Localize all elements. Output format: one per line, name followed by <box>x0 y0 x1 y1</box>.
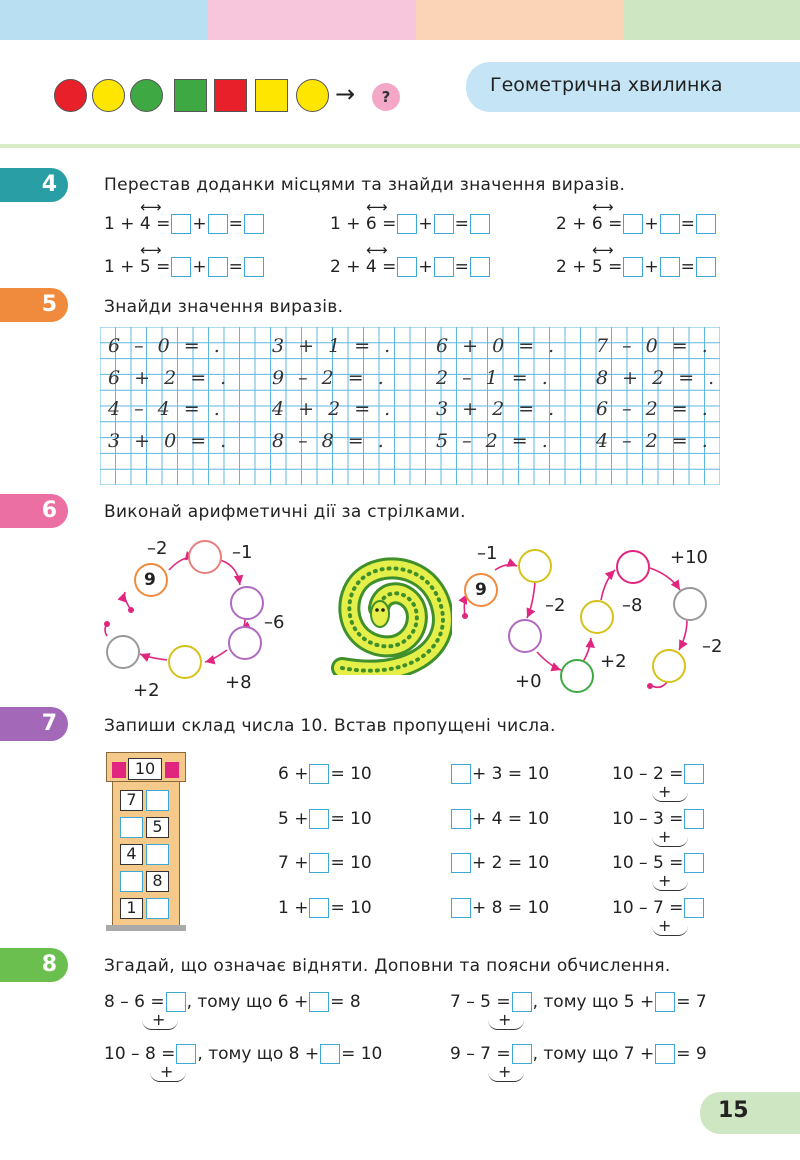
curved-arrow-icon <box>652 837 688 847</box>
green-square-shape <box>174 79 207 112</box>
handwritten-expression: 5 – 2 = . <box>436 429 552 452</box>
task4-expression <box>104 241 265 277</box>
task7-col2-expression <box>450 809 549 829</box>
expression-right: = 10 <box>330 853 372 873</box>
answer-box[interactable] <box>684 853 704 873</box>
answer-box[interactable] <box>171 214 191 234</box>
left-op-1: –2 <box>147 538 168 559</box>
swap-arrow-icon: ⟷ <box>366 241 388 259</box>
tower-cell: 7 <box>120 790 143 811</box>
task7-col3-expression <box>612 898 705 918</box>
answer-box[interactable] <box>655 1044 675 1064</box>
answer-box[interactable] <box>623 257 643 277</box>
task4-expression <box>556 198 717 234</box>
right-op-7: –2 <box>702 636 723 657</box>
answer-box[interactable] <box>623 214 643 234</box>
result-text: = 7 <box>676 992 707 1012</box>
left-op-5: +2 <box>133 680 160 701</box>
header-strip-blue <box>0 0 208 40</box>
expression-right: = 10 <box>330 809 372 829</box>
check-plus-hint: + <box>658 827 672 846</box>
task5-instruction: Знайди значення виразів. <box>104 297 344 317</box>
expression-right: = 10 <box>330 764 372 784</box>
header-strip-orange <box>416 0 624 40</box>
answer-box[interactable] <box>397 257 417 277</box>
task7-col3-expression <box>612 764 705 784</box>
swap-arrow-icon: ⟷ <box>592 198 614 216</box>
plus-sign: + <box>192 214 207 234</box>
expression-text: + 3 = 10 <box>472 764 550 784</box>
plus-sign: + <box>644 214 659 234</box>
subtraction-text: 10 – 8 = <box>104 1044 176 1064</box>
swap-arrow-icon: ⟷ <box>592 241 614 259</box>
subtraction-text: 9 – 7 = <box>450 1044 511 1064</box>
handwritten-expression: 6 – 0 = . <box>108 335 224 357</box>
section-title: Геометрична хвилинка <box>490 74 723 96</box>
red-square-shape <box>214 79 247 112</box>
tower-empty-cell[interactable] <box>120 871 143 892</box>
answer-box[interactable] <box>244 214 264 234</box>
check-plus-hint: + <box>658 782 672 801</box>
expression-text: 10 – 7 = <box>612 898 684 918</box>
answer-box[interactable] <box>171 257 191 277</box>
task7-col3-expression <box>612 809 705 829</box>
handwritten-expression: 6 + 2 = . <box>108 366 231 389</box>
expression-right: = 10 <box>330 898 372 918</box>
check-plus-hint: + <box>160 1062 174 1081</box>
expression-text: 2 + 4 = <box>330 257 397 277</box>
tower-flag-left <box>112 762 126 778</box>
task-number-5: 5 <box>0 288 68 322</box>
task4-expression <box>330 198 491 234</box>
equals-sign: = <box>454 257 469 277</box>
answer-box[interactable] <box>434 257 454 277</box>
right-chain-start: 9 <box>475 580 487 600</box>
expression-text: 10 – 5 = <box>612 853 684 873</box>
answer-box[interactable] <box>684 898 704 918</box>
result-text: = 9 <box>676 1044 707 1064</box>
handwritten-expression: 4 – 4 = . <box>108 398 224 420</box>
expression-text: 2 + 6 = <box>556 214 623 234</box>
plus-sign: + <box>644 257 659 277</box>
yellow-circle-shape-2 <box>296 79 329 112</box>
equals-sign: = <box>680 257 695 277</box>
question-mark: ? <box>381 88 391 106</box>
task7-col2-expression <box>450 898 549 918</box>
answer-box[interactable] <box>397 214 417 234</box>
left-op-4: +8 <box>225 672 252 693</box>
check-plus-hint: + <box>152 1010 166 1029</box>
answer-box[interactable] <box>470 214 490 234</box>
red-circle-shape <box>54 79 87 112</box>
because-text: , тому що 5 + <box>532 992 655 1012</box>
answer-box[interactable] <box>660 257 680 277</box>
curved-arrow-icon <box>142 1020 178 1030</box>
answer-box[interactable] <box>655 992 675 1012</box>
answer-box[interactable] <box>660 214 680 234</box>
handwritten-expression: 3 + 0 = . <box>108 429 231 452</box>
answer-box[interactable] <box>684 809 704 829</box>
expression-text: + 2 = 10 <box>472 853 550 873</box>
tower-cell: 5 <box>146 817 169 838</box>
handwritten-expression: 9 – 2 = . <box>272 366 388 389</box>
task4-expression <box>556 241 717 277</box>
plus-sign: + <box>418 257 433 277</box>
answer-box[interactable] <box>470 257 490 277</box>
tower-empty-cell[interactable] <box>146 790 169 811</box>
equals-sign: = <box>680 214 695 234</box>
task7-col1-expression <box>278 764 372 784</box>
handwritten-expression: 6 – 2 = . <box>596 398 712 420</box>
answer-box[interactable] <box>684 764 704 784</box>
yellow-square-shape <box>255 79 288 112</box>
task4-expression <box>330 241 491 277</box>
answer-box[interactable] <box>208 257 228 277</box>
because-text: , тому що 8 + <box>197 1044 320 1064</box>
right-op-3: +0 <box>515 671 542 692</box>
right-op-4: +2 <box>600 651 627 672</box>
right-op-1: –1 <box>477 543 498 564</box>
expression-text: 10 – 3 = <box>612 809 684 829</box>
handwritten-expression: 6 + 0 = . <box>436 335 559 357</box>
task7-col1-expression <box>278 898 372 918</box>
answer-box[interactable] <box>208 214 228 234</box>
task8-item <box>104 1044 382 1064</box>
right-op-6: +10 <box>670 547 708 568</box>
expression-text: 1 + 4 = <box>104 214 171 234</box>
check-plus-hint: + <box>658 916 672 935</box>
answer-box[interactable] <box>309 992 329 1012</box>
task8-item <box>450 1044 707 1064</box>
handwritten-expression: 3 + 1 = . <box>272 335 395 357</box>
task7-col1-expression <box>278 853 372 873</box>
tower-flag-right <box>165 762 179 778</box>
result-text: = 8 <box>330 992 361 1012</box>
curved-arrow-icon <box>488 1020 524 1030</box>
answer-box[interactable] <box>309 764 329 784</box>
answer-box[interactable] <box>696 214 716 234</box>
curved-arrow-icon <box>652 881 688 891</box>
tower-base <box>106 925 186 931</box>
answer-box[interactable] <box>309 898 329 918</box>
left-op-2: –1 <box>232 542 253 563</box>
answer-box[interactable] <box>696 257 716 277</box>
subtraction-text: 8 – 6 = <box>104 992 165 1012</box>
expression-left: 5 + <box>278 809 309 829</box>
answer-box[interactable] <box>451 809 471 829</box>
answer-box[interactable] <box>176 1044 196 1064</box>
handwritten-expression: 4 – 2 = . <box>596 429 712 452</box>
expression-left: 7 + <box>278 853 309 873</box>
answer-box[interactable] <box>434 214 454 234</box>
handwritten-expression: 3 + 2 = . <box>436 398 559 420</box>
plus-sign: + <box>418 214 433 234</box>
swap-arrow-icon: ⟷ <box>140 198 162 216</box>
task7-col2-expression <box>450 764 549 784</box>
swap-arrow-icon: ⟷ <box>366 198 388 216</box>
answer-box[interactable] <box>512 1044 532 1064</box>
curved-arrow-icon <box>652 792 688 802</box>
handwritten-expression: 8 – 8 = . <box>272 429 388 452</box>
plus-sign: + <box>192 257 207 277</box>
result-text: = 10 <box>341 1044 383 1064</box>
answer-box[interactable] <box>451 764 471 784</box>
left-chain-start: 9 <box>144 570 156 590</box>
answer-box[interactable] <box>309 809 329 829</box>
header-strip-pink <box>208 0 416 40</box>
right-op-2: –2 <box>545 595 566 616</box>
expression-text: 1 + 5 = <box>104 257 171 277</box>
task8-item <box>450 992 707 1012</box>
check-plus-hint: + <box>498 1062 512 1081</box>
equals-sign: = <box>228 257 243 277</box>
task-number-7: 7 <box>0 707 68 741</box>
expression-left: 6 + <box>278 764 309 784</box>
header-divider <box>0 144 800 148</box>
equals-sign: = <box>228 214 243 234</box>
tower-top-cell: 10 <box>128 758 162 780</box>
left-op-3: –6 <box>264 612 285 633</box>
task8-item <box>104 992 361 1012</box>
tower-cell: 8 <box>146 871 169 892</box>
expression-left: 1 + <box>278 898 309 918</box>
task7-col3-expression <box>612 853 705 873</box>
answer-box[interactable] <box>166 992 186 1012</box>
tower-empty-cell[interactable] <box>120 817 143 838</box>
page-number: 15 <box>718 1098 749 1123</box>
expression-text: 10 – 2 = <box>612 764 684 784</box>
right-op-5: –8 <box>622 595 643 616</box>
answer-box[interactable] <box>451 898 471 918</box>
subtraction-text: 7 – 5 = <box>450 992 511 1012</box>
tower-empty-cell[interactable] <box>146 844 169 865</box>
task6-instruction: Виконай арифметичні дії за стрілками. <box>104 502 466 522</box>
answer-box[interactable] <box>512 992 532 1012</box>
footer-bar <box>700 1092 800 1134</box>
snake-illustration <box>322 550 452 675</box>
arrow-right-icon: → <box>335 80 356 108</box>
curved-arrow-icon <box>652 926 688 936</box>
task7-instruction: Запиши склад числа 10. Встав пропущені числа. <box>104 716 556 736</box>
expression-text: + 4 = 10 <box>472 809 550 829</box>
handwritten-expression: 8 + 2 = . <box>596 366 719 389</box>
task4-expression <box>104 198 265 234</box>
because-text: , тому що 6 + <box>186 992 309 1012</box>
green-circle-shape <box>130 79 163 112</box>
yellow-circle-shape <box>92 79 125 112</box>
tower-cell: 4 <box>120 844 143 865</box>
expression-text: + 8 = 10 <box>472 898 550 918</box>
expression-text: 1 + 6 = <box>330 214 397 234</box>
answer-box[interactable] <box>309 853 329 873</box>
curved-arrow-icon <box>150 1072 186 1082</box>
swap-arrow-icon: ⟷ <box>140 241 162 259</box>
equals-sign: = <box>454 214 469 234</box>
answer-box[interactable] <box>244 257 264 277</box>
task-number-6: 6 <box>0 494 68 528</box>
answer-box[interactable] <box>451 853 471 873</box>
task8-instruction: Згадай, що означає відняти. Доповни та поясни обчислення. <box>104 956 671 976</box>
check-plus-hint: + <box>498 1010 512 1029</box>
because-text: , тому що 7 + <box>532 1044 655 1064</box>
expression-text: 2 + 5 = <box>556 257 623 277</box>
handwritten-expression: 2 – 1 = . <box>436 366 552 389</box>
handwritten-expression: 7 – 0 = . <box>596 335 712 357</box>
question-badge <box>372 83 400 111</box>
tower-empty-cell[interactable] <box>146 898 169 919</box>
task4-instruction: Перестав доданки місцями та знайди значення виразів. <box>104 175 626 195</box>
curved-arrow-icon <box>488 1072 524 1082</box>
answer-box[interactable] <box>320 1044 340 1064</box>
task-number-4: 4 <box>0 168 68 202</box>
tower-cell: 1 <box>120 898 143 919</box>
header-strip-green <box>624 0 800 40</box>
task7-col1-expression <box>278 809 372 829</box>
task7-col2-expression <box>450 853 549 873</box>
handwritten-expression: 4 + 2 = . <box>272 398 395 420</box>
task-number-8: 8 <box>0 948 68 982</box>
check-plus-hint: + <box>658 871 672 890</box>
